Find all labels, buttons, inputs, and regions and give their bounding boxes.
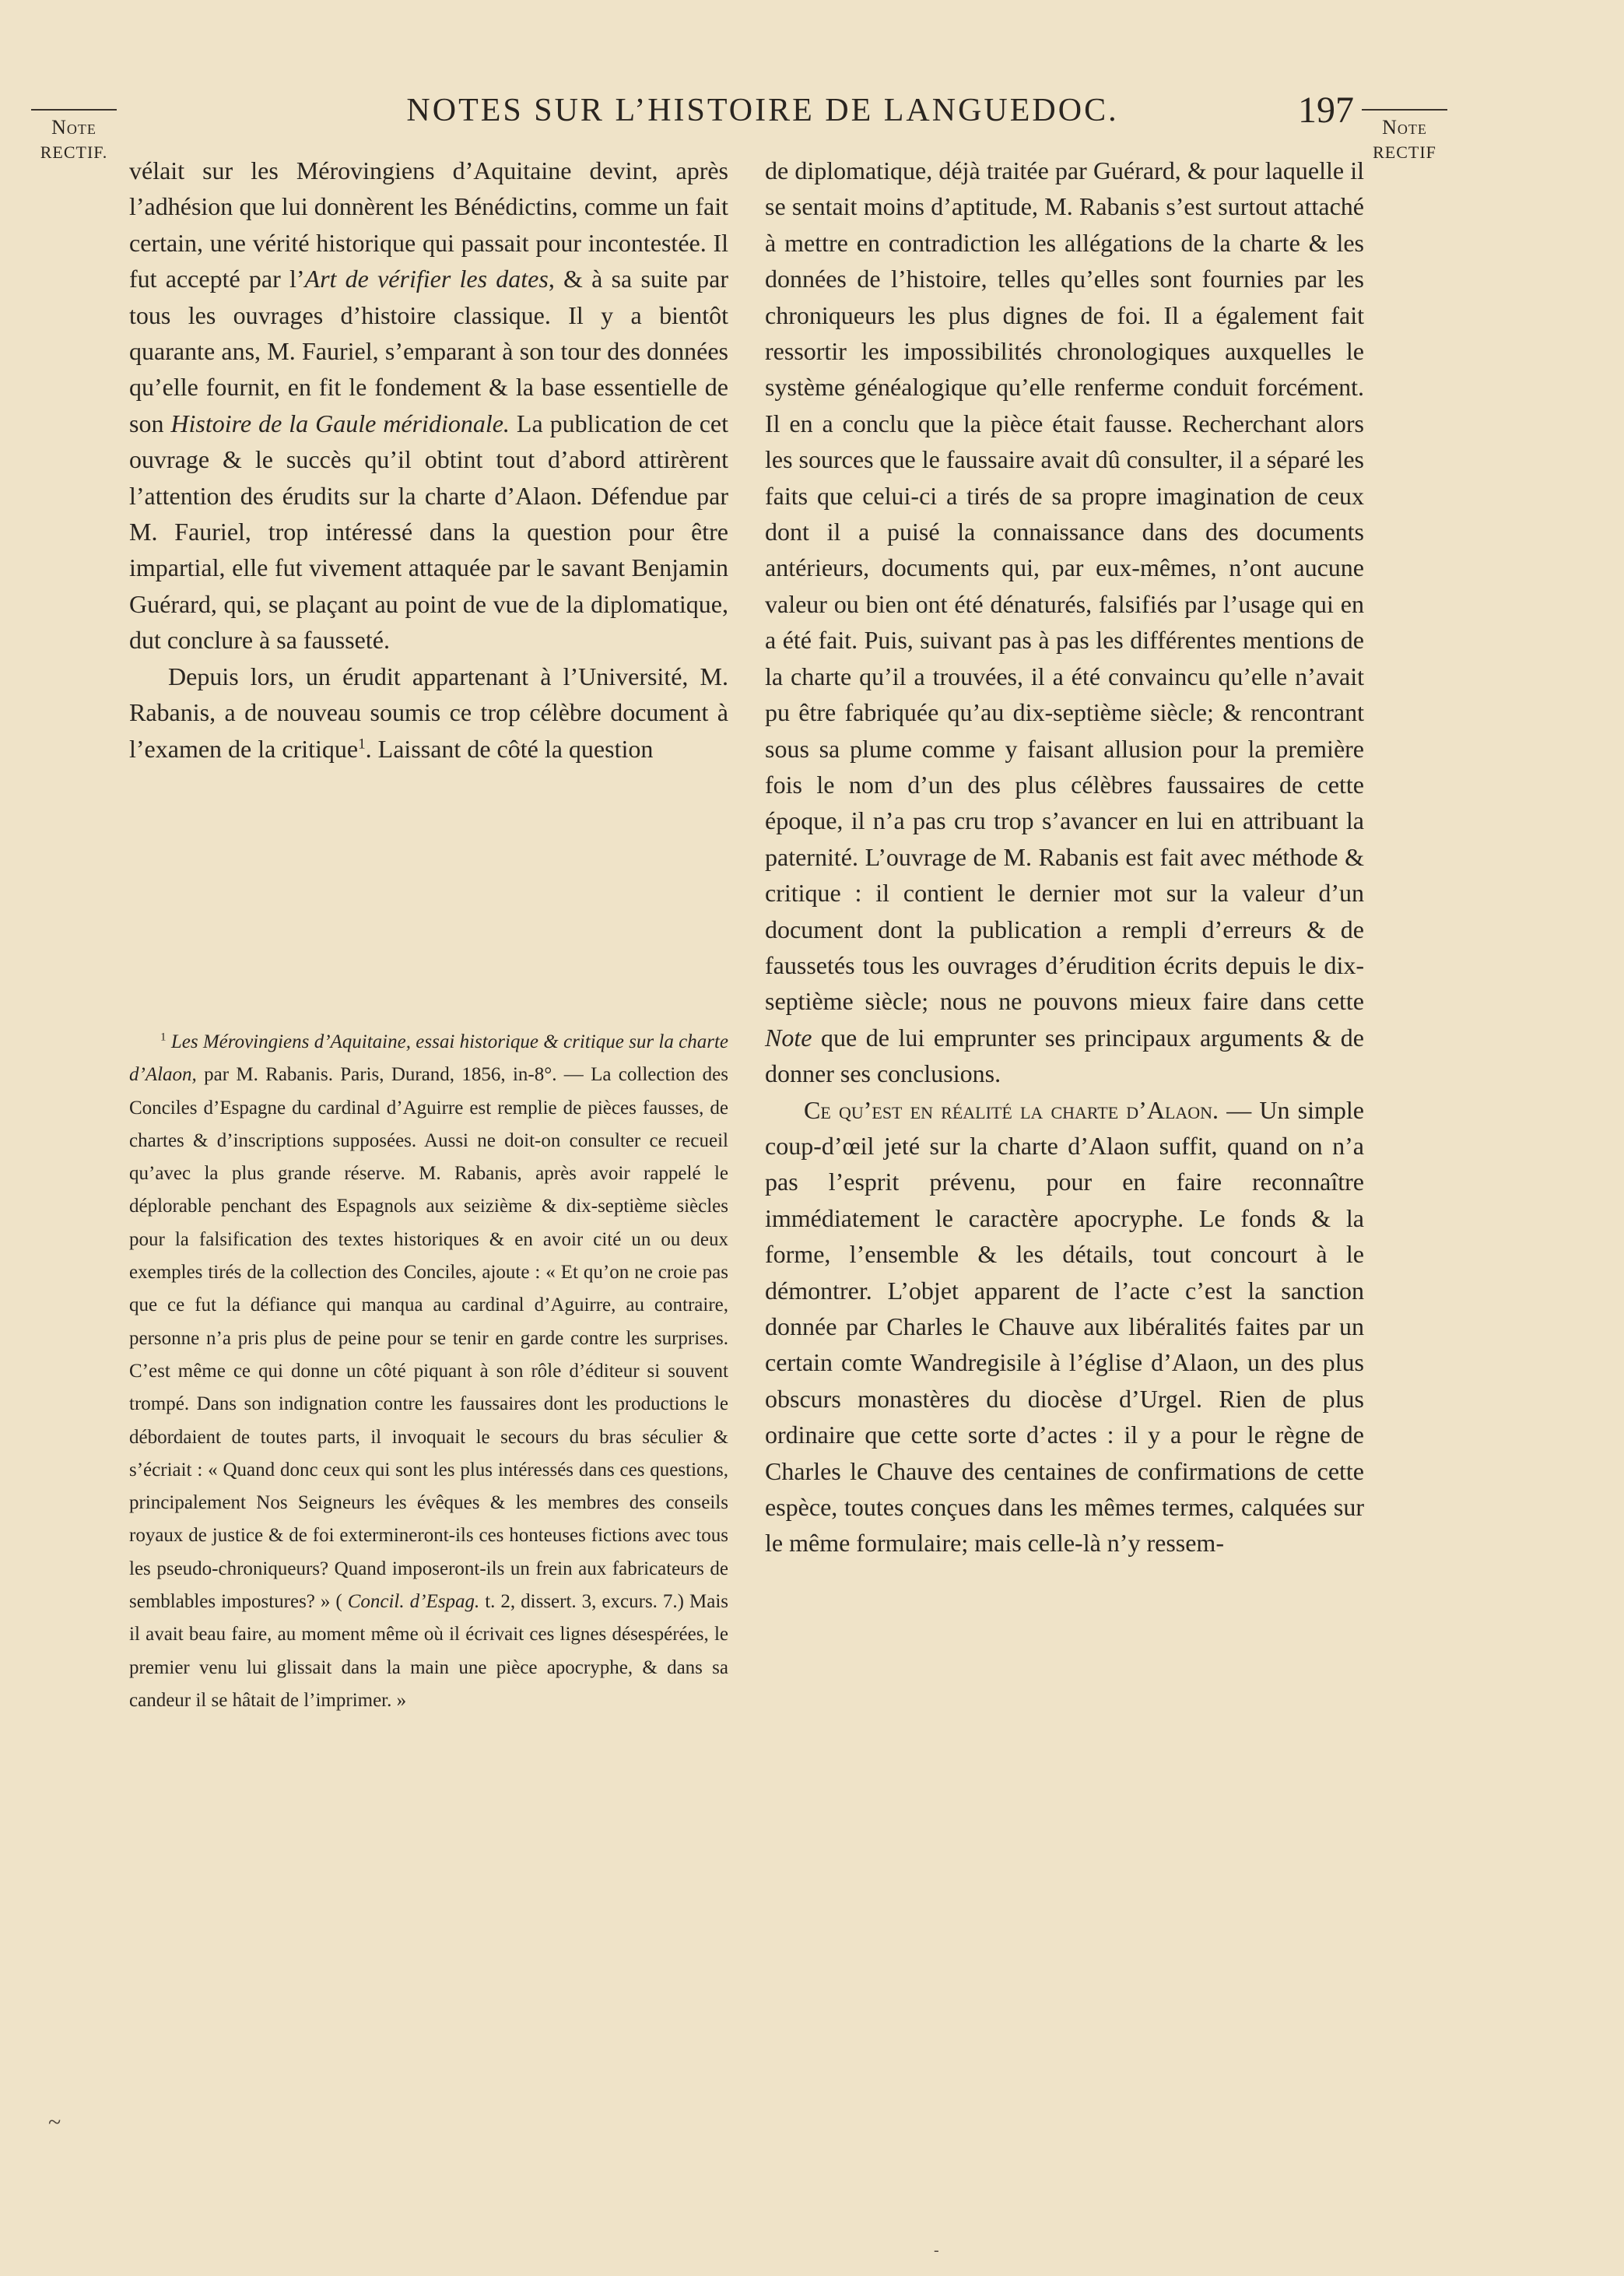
margin-note-right bbox=[1362, 109, 1447, 165]
right-paragraph-2: Ce qu’est en réalité la charte d’Alaon. — Un simple coup-d’œil jeté sur la charte d’Alaon suffit, quand on n’a pas l’esprit prévenu, pour en faire reconnaître immédiatement le caractère apocryphe. Le fonds & la forme, l’ensemble & les détails, tout concourt à le démontrer. L’objet apparent de l’acte c’est la sanction donnée par Charles le Chauve aux libéralités faites par un certain comte Wandregisile à l’église d’Alaon, un des plus obscurs monastères du diocèse d’Urgel. Rien de plus ordinaire que cette sorte d’actes : il y a pour le règne de Charles le Chauve des centaines de confirmations de cette espèce, toutes conçues dans les mêmes termes, calquées sur le même formulaire; mais celle-là n’y ressem- bbox=[765, 1095, 1365, 1558]
footnote bbox=[129, 1026, 728, 1717]
margin-rule-left bbox=[31, 109, 117, 111]
page-number: 197 bbox=[1298, 90, 1354, 131]
margin-rule-right bbox=[1362, 109, 1447, 111]
left-paragraph-2: Depuis lors, un érudit appartenant à l’Université, M. Rabanis, a de nouveau soumis ce trop célèbre document à l’examen de la critique$^1$. Laissant de côté la question bbox=[129, 662, 728, 763]
section-heading: Ce qu’est en réalité la charte d’Alaon. bbox=[804, 1095, 1219, 1124]
right-column bbox=[765, 153, 1364, 1561]
margin-note-right-word: Note bbox=[1382, 116, 1427, 139]
right-paragraph-1: de diplomatique, déjà traitée par Guérard, & pour laquelle il se sentait moins d’aptitude, M. Rabanis s’est surtout attaché à mettre en contradiction les allégations de la charte & les données de l’histoire, telles qu’elles sont fournies par les chroniqueurs les plus dignes de foi. Il a également fait ressortir les impossibilités chronologiques auxquelles le système généalogique qu’elle renferme conduit forcément. Il en a conclu que la pièce était fausse. Recherchant alors les sources que le faussaire avait dû consulter, il a séparé les faits que celui-ci a tirés de sa propre imagination de ceux dont il a puisé la connaissance dans des documents antérieurs, documents qui, par eux-mêmes, n’ont aucune valeur ou bien ont été dénaturés, falsifiés par l’usage qui en a été fait. Puis, suivant pas à pas les différentes mentions de la charte qu’il a trouvées, il a été convaincu qu’elle n’avait pu être fabriquée qu’au dix-septième siècle; & rencontrant sous sa plume comme y faisant allusion pour la première fois le nom d’un des plus célèbres faussaires de cette époque, il n’a pas cru trop s’avancer en lui en attribuant la paternité. L’ouvrage de M. Rabanis est fait avec méthode & critique : il contient le dernier mot sur la valeur d’un document dont la publication a rempli d’erreurs & de faussetés tous les ouvrages d’érudition écrits depuis le dix-septième siècle; nous ne pouvons mieux faire dans cette Note que de lui emprunter ses principaux arguments & de donner ses conclusions. bbox=[765, 156, 1364, 1088]
bottom-left-mark: ~ bbox=[48, 2109, 61, 2135]
margin-note-left bbox=[31, 109, 117, 165]
footnote-number: 1 bbox=[160, 1031, 167, 1044]
margin-note-left-word: Note bbox=[51, 116, 96, 139]
footnote-reference: 1 bbox=[358, 735, 366, 752]
margin-note-left-rectif: RECTIF. bbox=[40, 142, 108, 162]
running-head: NOTES SUR L’HISTOIRE DE LANGUEDOC. bbox=[406, 93, 1119, 128]
footnote-text: $^1$ Les Mérovingiens d’Aquitaine, essai historique & critique sur la charte d’Alaon, par M. Rabanis. Paris, Durand, 1856, in-8°. — La collection des Conciles d’Espagne du cardinal d’Aguirre est remplie de pièces fausses, de chartes & d’inscriptions supposées. Aussi ne doit-on consulter ce recueil qu’avec la plus grande réserve. M. Rabanis, après avoir rappelé le déplorable penchant des Espagnols aux seizième & dix-septième siècles pour la falsification des textes historiques & en avoir cité un ou deux exemples tirés de la collection des Conciles, ajoute : « Et qu’on ne croie pas que ce fut la défiance qui manqua au cardinal d’Aguirre, au contraire, personne n’a pris plus de peine pour se tenir en garde contre les surprises. C’est même ce qui donne un côté piquant à son rôle d’éditeur si souvent trompé. Dans son indignation contre les faussaires dont les productions le débordaient de toutes parts, il invoquait le secours du bras séculier & s’écriait : « Quand donc ceux qui sont les plus intéressés dans ces questions, principalement Nos Seigneurs les évêques & les membres des conseils royaux de justice & de foi extermineront-ils ces honteuses fictions avec tous les pseudo-chroniqueurs? Quand imposeront-ils un frein aux fabricateurs de semblables impostures? » ( Concil. d’Espag. t. 2, dissert. 3, excurs. 7.) Mais il avait beau faire, au moment même où il écrivait ces lignes désespérées, le premier venu lui glissait dans la main une pièce apocryphe, & dans sa candeur il se hâtait de l’imprimer. » bbox=[129, 1031, 728, 1711]
bottom-center-mark: - bbox=[934, 2242, 939, 2259]
left-paragraph-1: vélait sur les Mérovingiens d’Aquitaine devint, après l’adhésion que lui donnèrent les Bénédictins, comme un fait certain, une vérité historique qui passait pour incontestée. Il fut accepté par l’Art de vérifier les dates, & à sa suite par tous les ouvrages d’histoire classique. Il y a bientôt quarante ans, M. Fauriel, s’emparant à son tour des données qu’elle fournit, en fit le fondement & la base essentielle de son Histoire de la Gaule méridionale. La publication de cet ouvrage & le succès qu’il obtint tout d’abord attirèrent l’attention des érudits sur la charte d’Alaon. Défendue par M. Fauriel, trop intéressé dans la question pour être impartial, elle fut vivement attaquée par le savant Benjamin Guérard, qui, se plaçant au point de vue de la diplomatique, dut conclure à sa fausseté. bbox=[129, 156, 729, 655]
left-column bbox=[129, 153, 728, 767]
margin-note-right-rectif: RECTIF bbox=[1373, 142, 1436, 162]
